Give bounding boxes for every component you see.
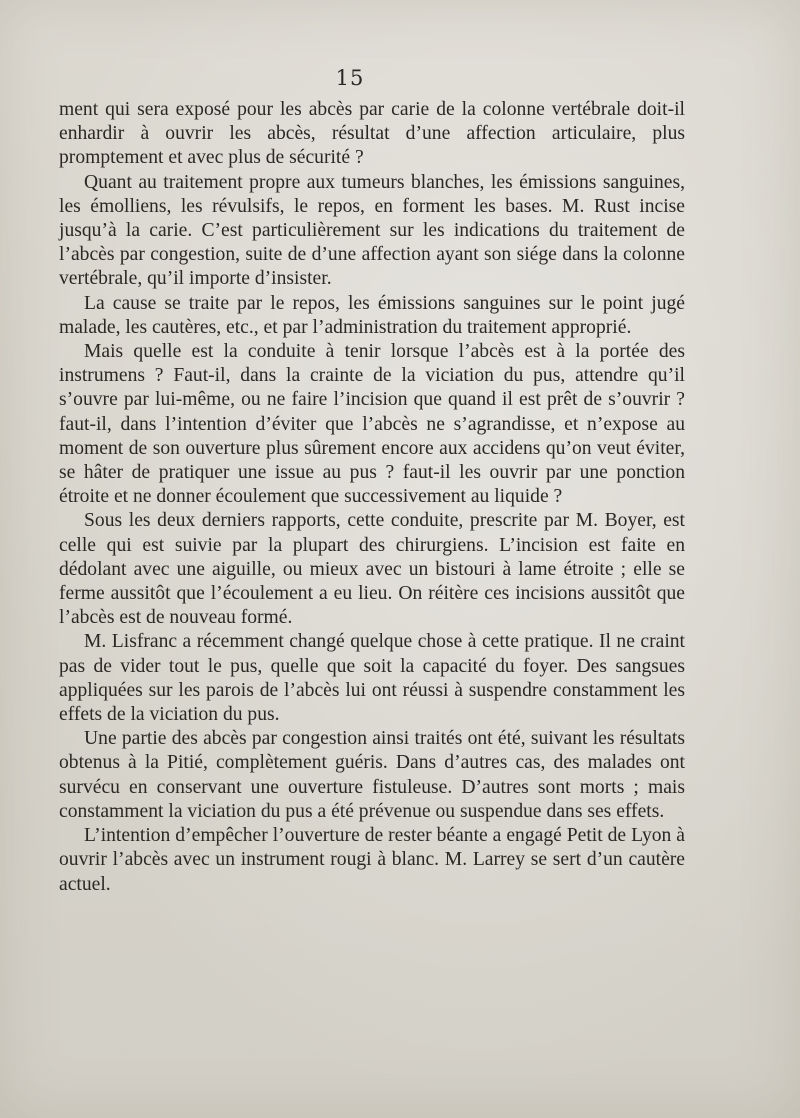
page-number: 15 xyxy=(335,66,365,90)
paragraph: La cause se traite par le repos, les émissions sanguines sur le point jugé malade, les cautères, etc., et par l’administration du traitement approprié. xyxy=(59,292,685,338)
paragraph: L’intention d’empêcher l’ouverture de rester béante a engagé Petit de Lyon à ouvrir l’abcès avec un instrument rougi à blanc. M. Larrey se sert d’un cautère actuel. xyxy=(59,825,685,895)
paragraph: Mais quelle est la conduite à tenir lorsque l’abcès est à la portée des instrumens ? Faut-il, dans la crainte de la viciation du pus, attendre qu’il s’ouvre par lui-même, ou ne faire l’incision que quand il est prêt de s’ouvrir ? faut-il, dans l’intention d’éviter que l’abcès ne s’agrandisse, et n’expose au moment de son ouverture plus sûrement encore aux accidens qu’on veut éviter, se hâter de pratiquer une issue au pus ? faut-il les ouvrir par une ponction étroite et ne donner écoulement que successivement au liquide ? xyxy=(59,341,685,508)
paragraph: M. Lisfranc a récemment changé quelque chose à cette pratique. Il ne craint pas de vider tout le pus, quelle que soit la capacité du foyer. Des sangsues appliquées sur les parois de l’abcès lui ont réussi à suspendre constamment les effets de la viciation du pus. xyxy=(59,631,685,726)
paragraph: Sous les deux derniers rapports, cette conduite, prescrite par M. Boyer, est celle qui est suivie par la plupart des chirurgiens. L’incision est faite en dédolant avec une aiguille, ou mieux avec un bistouri à lame étroite ; elle se ferme aussitôt que l’écoulement a eu lieu. On réitère ces incisions aussitôt que l’abcès est de nouveau formé. xyxy=(59,510,685,629)
paragraph: Quant au traitement propre aux tumeurs blanches, les émissions sanguines, les émolliens, les révulsifs, le repos, en forment les bases. M. Rust incise jusqu’à la carie. C’est particulièrement sur les indications du traitement de l’abcès par congestion, suite de d’une affection ayant son siége dans la colonne vertébrale, qu’il importe d’insister. xyxy=(59,171,685,290)
body-text xyxy=(59,98,685,897)
paragraph: ment qui sera exposé pour les abcès par carie de la colonne vertébrale doit-il enhardir à ouvrir les abcès, résultat d’une affection articulaire, plus promptement et avec plus de sécurité ? xyxy=(59,99,685,169)
paragraph: Une partie des abcès par congestion ainsi traités ont été, suivant les résultats obtenus à la Pitié, complètement guéris. Dans d’autres cas, des malades ont survécu en conservant une ouverture fistuleuse. D’autres sont morts ; mais constamment la viciation du pus a été prévenue ou suspendue dans ses effets. xyxy=(59,728,685,822)
